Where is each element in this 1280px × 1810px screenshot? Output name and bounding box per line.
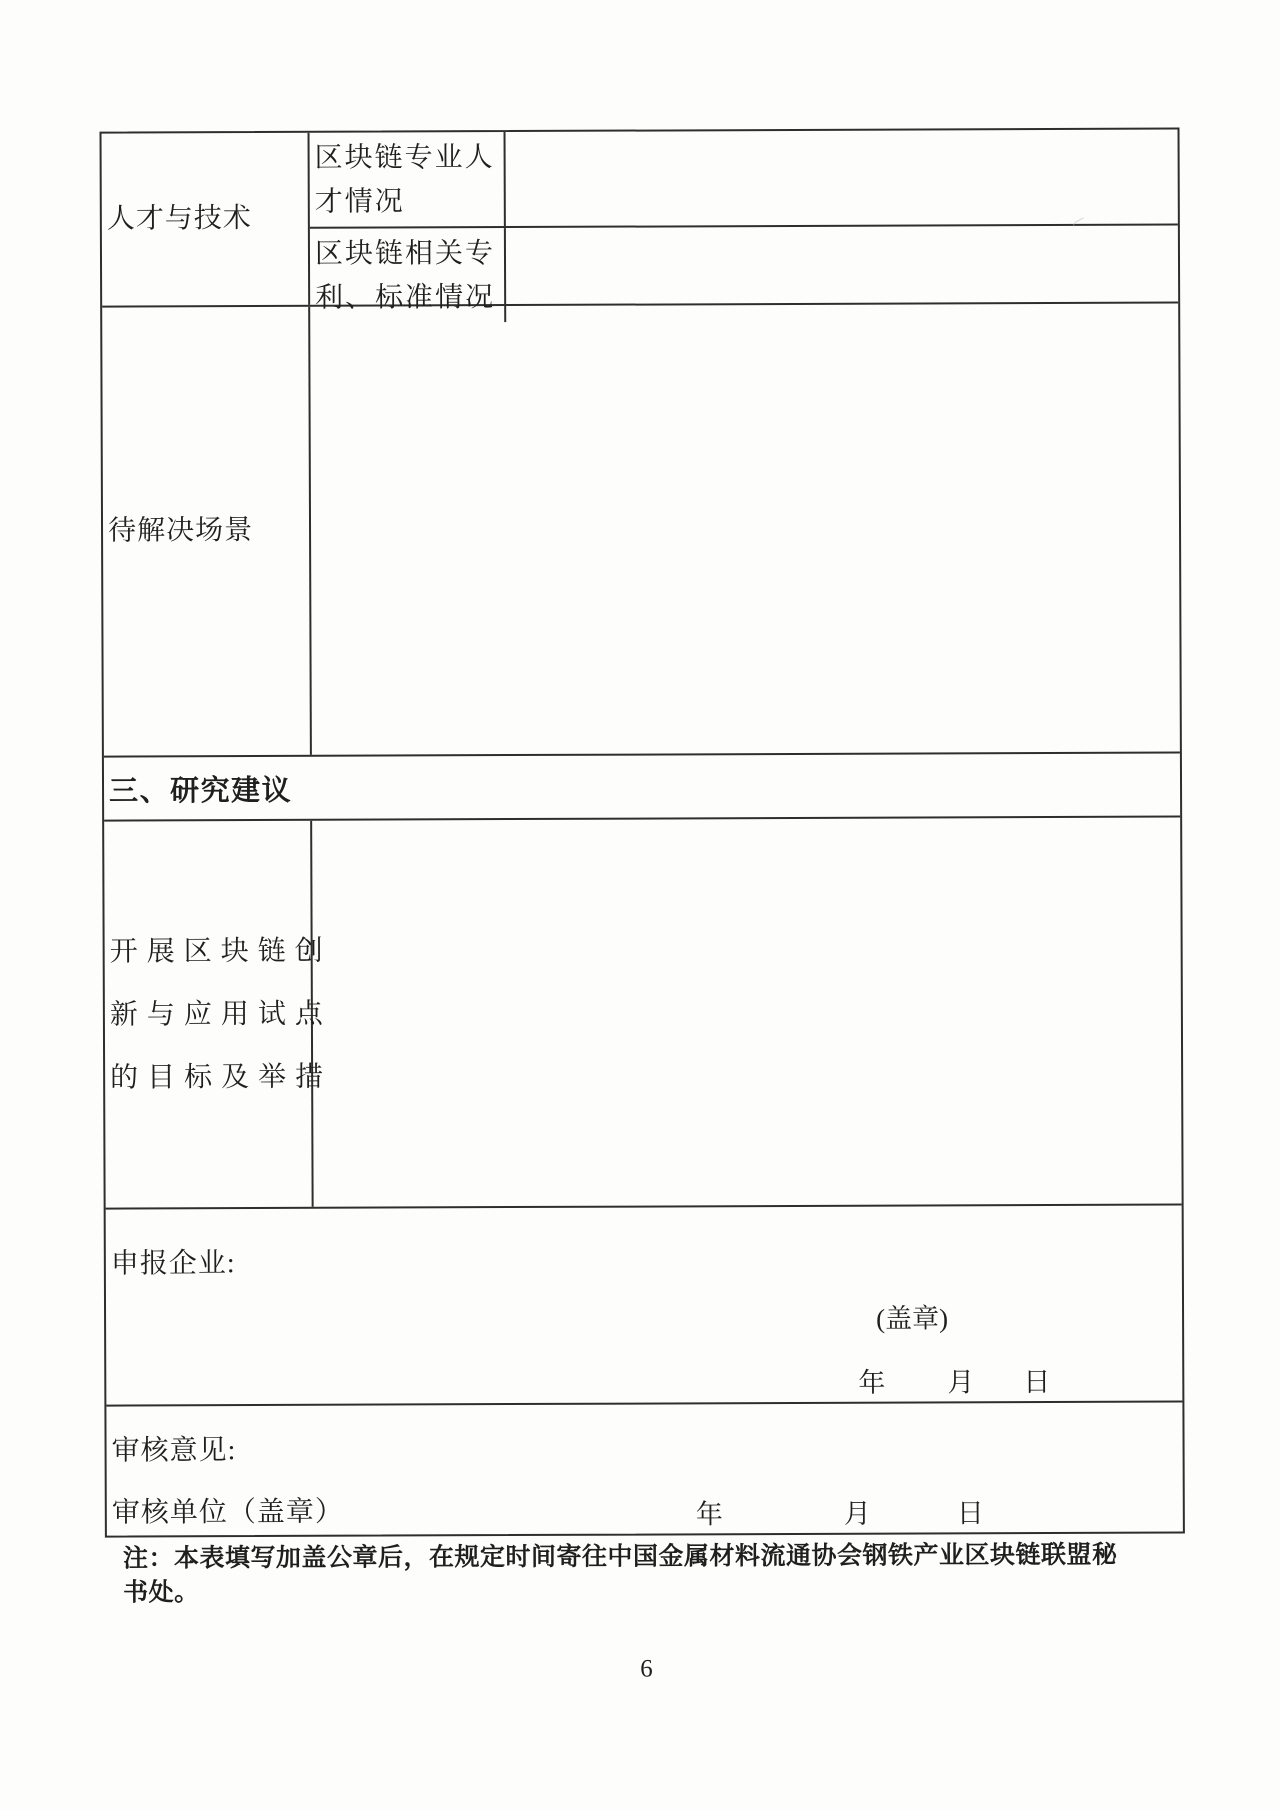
pilot-goals-label-line3: 的 目 标 及 举 措: [110, 1061, 325, 1094]
talent-sub-rows: [310, 129, 1179, 314]
pilot-goals-row: [104, 817, 1181, 1209]
page-number: 6: [640, 1655, 653, 1683]
seal-hint: (盖章): [876, 1303, 949, 1334]
declare-date-year: 年: [858, 1367, 886, 1398]
footnote: [123, 1539, 1133, 1611]
review-row: [106, 1402, 1182, 1535]
review-opinion-label: 审核意见:: [111, 1435, 237, 1467]
pending-scenarios-row: [102, 303, 1180, 757]
blockchain-personnel-value-cell: [506, 129, 1178, 226]
section-title: 三、研究建议: [108, 774, 293, 808]
application-form-table: [100, 127, 1185, 1537]
declare-date-day: 日: [1023, 1366, 1051, 1398]
pending-scenarios-value-cell: [310, 303, 1180, 754]
blockchain-personnel-label: 区块链专业人才情况: [310, 132, 506, 227]
section-header-cell: [104, 753, 1180, 819]
pilot-goals-label-line2: 新 与 应 用 试 点: [109, 998, 324, 1031]
review-date-day: 日: [956, 1498, 984, 1529]
section-header-row: [104, 753, 1180, 821]
pilot-goals-label-line1: 开 展 区 块 链 创: [109, 935, 324, 968]
declare-date-month: 月: [947, 1367, 975, 1398]
review-unit-label: 审核单位（盖章）: [111, 1496, 344, 1529]
blockchain-patents-label: 区块链相关专利、标准情况: [310, 228, 506, 323]
talent-technology-label: 人才与技术: [102, 133, 311, 306]
declaring-enterprise-label: 申报企业:: [110, 1248, 236, 1280]
review-date-year: 年: [695, 1499, 723, 1530]
footnote-line2: 书处。: [123, 1579, 200, 1607]
pending-scenarios-label: 待解决场景: [102, 307, 312, 756]
footnote-line1: 注：本表填写加盖公章后，在规定时间寄往中国金属材料流通协会钢铁产业区块链联盟秘: [122, 1541, 1118, 1573]
blockchain-personnel-subrow: [310, 129, 1178, 228]
pilot-goals-value-cell: [312, 817, 1181, 1206]
declaring-enterprise-row: [106, 1205, 1183, 1406]
talent-technology-row: [102, 129, 1179, 314]
review-date-month: 月: [843, 1498, 871, 1529]
pilot-goals-label: [104, 821, 325, 1208]
